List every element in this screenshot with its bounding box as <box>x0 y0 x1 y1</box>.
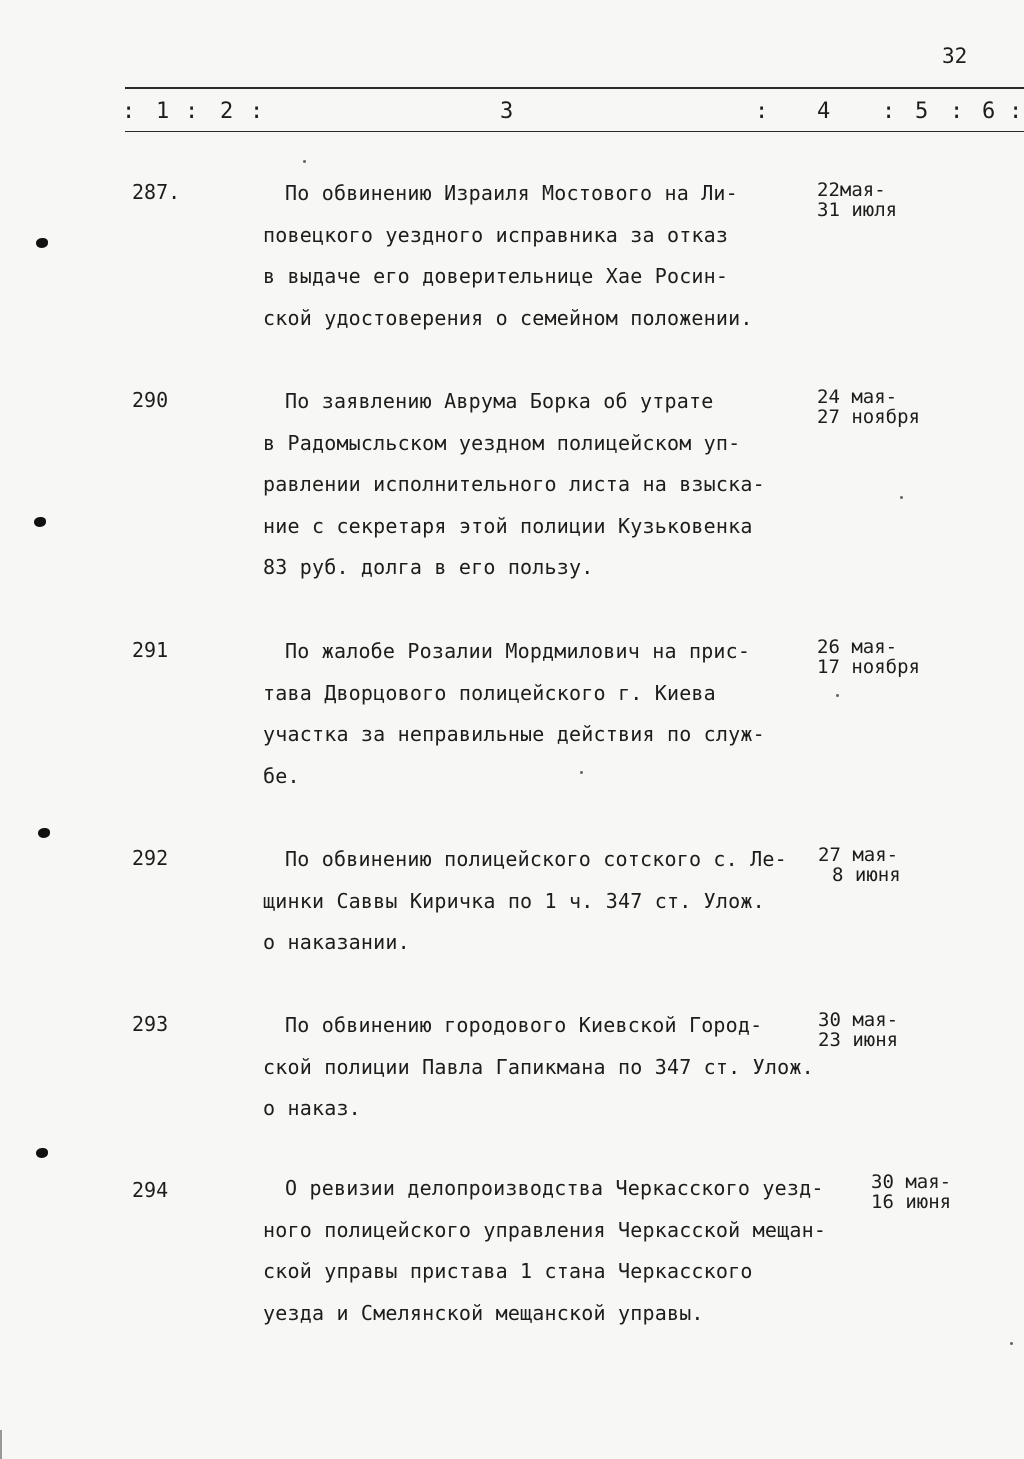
entry-number: 290 <box>132 388 169 412</box>
entry-line: в Радомысльском уездном полицейском уп- <box>263 430 741 455</box>
entry-date-range <box>817 387 920 427</box>
date-start: 30 мая- <box>871 1171 952 1193</box>
entry-description <box>263 381 843 589</box>
entry-number: 294 <box>132 1178 169 1202</box>
column-separator: : <box>950 99 964 124</box>
entry-line: в выдаче его доверительнице Хае Росин- <box>263 264 729 288</box>
entry-date-range <box>818 1010 898 1050</box>
column-header-6: 6 <box>982 99 996 124</box>
entry-number: 291 <box>132 638 169 662</box>
entry-description <box>263 631 843 797</box>
date-start: 26 мая- <box>817 636 898 658</box>
entry-line: По обвинению полицейского сотского с. Ле- <box>285 847 787 871</box>
entry-line: повецкого уездного исправника за отказ <box>263 222 729 247</box>
entry-line: тава Дворцового полицейского г. Киева <box>263 680 716 705</box>
binding-hole-mark <box>36 238 48 248</box>
entry-description <box>263 839 843 964</box>
entry-number: 292 <box>132 846 169 870</box>
entry-line: ного полицейского управления Черкасской мещан- <box>263 1217 827 1242</box>
entry-line: ской управы пристава 1 стана Черкасского <box>263 1259 753 1283</box>
entry-date-range <box>871 1172 951 1212</box>
table-header-rule <box>125 131 1024 132</box>
entry-line: По заявлению Аврума Борка об утрате <box>285 389 714 413</box>
date-end: 27 ноября <box>817 406 920 428</box>
date-end: 17 ноября <box>817 656 920 678</box>
entry-line: ние с секретаря этой полиции Кузьковенка <box>263 513 753 538</box>
scan-speck <box>580 771 583 774</box>
column-separator: : <box>250 99 264 124</box>
date-end: 16 июня <box>871 1191 952 1213</box>
entry-number: 287. <box>132 180 181 204</box>
entry-line: о наказ. <box>263 1096 361 1120</box>
entry-description <box>263 1005 843 1130</box>
date-end: 23 июня <box>818 1029 899 1051</box>
entry-number: 293 <box>132 1012 169 1036</box>
date-start: 27 мая- <box>818 844 899 866</box>
column-header-4: 4 <box>817 99 831 124</box>
scan-speck <box>836 694 839 697</box>
entry-line: о наказании. <box>263 930 410 954</box>
binding-hole-mark <box>34 517 46 527</box>
date-start: 30 мая- <box>818 1009 899 1031</box>
column-separator: : <box>185 99 199 124</box>
column-header-3: 3 <box>500 99 514 124</box>
entry-date-range <box>817 637 920 677</box>
scan-speck <box>1010 1342 1013 1345</box>
column-header-5: 5 <box>915 99 929 124</box>
entry-line: По жалобе Розалии Мордмилович на прис- <box>285 639 751 663</box>
date-end: 31 июля <box>817 199 898 221</box>
entry-line: бе. <box>263 763 300 788</box>
entry-line: ской полиции Павла Гапикмана по 347 ст. Улож. <box>263 1054 814 1079</box>
column-separator: : <box>882 99 896 124</box>
entry-line: уезда и Смелянской мещанской управы. <box>263 1300 704 1325</box>
column-separator: : <box>122 99 136 124</box>
entry-date-range <box>817 180 897 220</box>
column-header-2: 2 <box>220 99 234 124</box>
entry-description <box>263 173 843 339</box>
entry-line: О ревизии делопроизводства Черкасского уезд- <box>285 1176 824 1200</box>
date-start: 24 мая- <box>817 386 898 408</box>
binding-hole-mark <box>36 1148 48 1158</box>
date-start: 22мая- <box>817 179 886 201</box>
date-end: 8 июня <box>832 864 901 886</box>
binding-hole-mark <box>38 828 50 838</box>
column-separator: : <box>1009 99 1023 124</box>
scan-edge-mark <box>0 1430 2 1459</box>
entry-description <box>263 1168 843 1334</box>
column-header-1: 1 <box>156 99 170 124</box>
entry-line: ской удостоверения о семейном положении. <box>263 305 753 330</box>
entry-line: щинки Саввы Киричка по 1 ч. 347 ст. Улож. <box>263 888 765 913</box>
scan-speck <box>303 160 306 163</box>
entry-line: равлении исполнительного листа на взыска- <box>263 472 765 496</box>
page-number: 32 <box>942 44 968 68</box>
entry-line: 83 руб. долга в его пользу. <box>263 555 594 579</box>
entry-line: По обвинению Израиля Мостового на Ли- <box>285 181 738 205</box>
entry-line: участка за неправильные действия по служ- <box>263 722 765 746</box>
entry-line: По обвинению городового Киевской Город- <box>285 1013 763 1037</box>
scan-speck <box>900 496 903 499</box>
table-top-rule <box>125 87 1024 89</box>
entry-date-range <box>818 845 901 885</box>
column-separator: : <box>755 99 769 124</box>
